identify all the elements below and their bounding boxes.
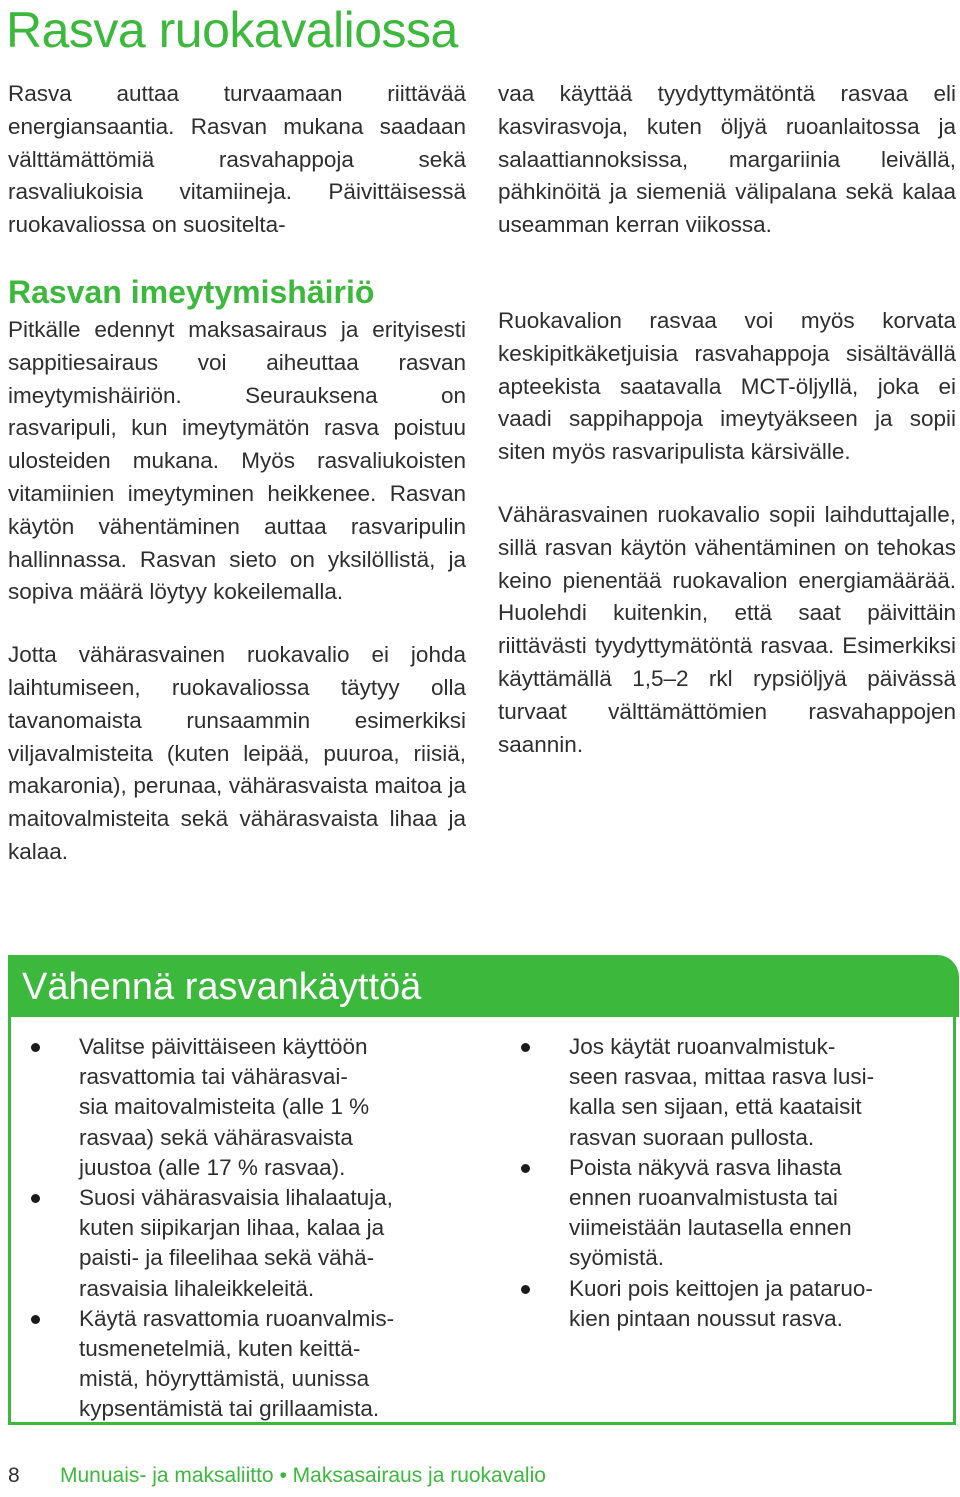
bullet-icon [521,1285,530,1294]
left-column [8,78,466,869]
list-item: Poista näkyvä rasva lihasta ennen ruoanvalmistusta tai viimeistään lautasella ennen syömistä. [519,1153,939,1274]
tips-box-header [8,955,959,1017]
tips-list-left [29,1032,459,1425]
page-footer [8,1463,546,1489]
page-number: 8 [8,1464,20,1487]
mct-oil-paragraph: Ruokavalion rasvaa voi myös korvata keskipitkäketjuisia rasvahappoja sisältävällä apteekista saatavalla MCT-öljyllä, joka ei vaadi sappihappoja imeytyäkseen ja sopii siten myös rasvaripulista kärsivälle. [498,307,956,465]
bullet-icon [31,1194,40,1203]
weight-loss-paragraph: Vähärasvainen ruokavalio sopii laihduttajalle, sillä rasvan käytön vähentäminen on tehokas keino pienentää ruokavalion energiamäärää. Huolehdi kuitenkin, että saat päivittäin riittävästi tyydyttymätöntä rasvaa. Esimerkiksi käyttämällä 1,5–2 rkl rypsiöljyä päivässä turvaat välttämättömien rasvahappojen saannin. [498,501,956,757]
page-title: Rasva ruokavaliossa [6,2,458,58]
tips-box-title: Vähennä rasvankäyttöä [22,966,422,1008]
footer-separator: • [279,1464,287,1487]
bullet-icon [521,1164,530,1173]
right-column [498,78,956,761]
absorption-paragraph: Pitkälle edennyt maksasairaus ja erityisesti sappitiesairaus voi aiheuttaa rasvan imeytymishäiriön. Seurauksena on rasvaripuli, kun imeytymätön rasva poistuu ulosteiden mukana. Myös rasvaliukoisten vitamiinien imeytyminen heikkenee. Rasvan käytön vähentäminen auttaa rasvaripulin hallinnassa. Rasvan sieto on yksilöllistä, ja sopiva määrä löytyy kokeilemalla. [8,316,466,605]
list-item: Kuori pois keittojen ja pataruo- kien pintaan noussut rasva. [519,1274,939,1334]
tips-list-right [519,1032,939,1334]
list-item: Käytä rasvattomia ruoanvalmis- tusmenetelmiä, kuten keittä- mistä, höyryttämistä, uunissa kypsentämistä tai grillaamista. [29,1304,459,1425]
tips-box [8,955,956,1425]
section-heading: Rasvan imeytymishäiriö [8,273,375,310]
list-item: Jos käytät ruoanvalmistuk- seen rasvaa, mittaa rasva lusi- kalla sen sijaan, että kaataisit rasvan suoraan pullosta. [519,1032,939,1153]
low-fat-diet-paragraph: Jotta vähärasvainen ruokavalio ei johda laihtumiseen, ruokavaliossa täytyy olla tavanomaista runsaammin esimerkiksi viljavalmisteita (kuten leipää, puuroa, riisiä, makaronia), perunaa, vähärasvaista maitoa ja maitovalmisteita sekä vähärasvaista lihaa ja kalaa. [8,642,466,864]
bullet-icon [31,1315,40,1324]
bullet-icon [521,1043,530,1052]
unsaturated-fat-paragraph: vaa käyttää tyydyttymätöntä rasvaa eli kasvirasvoja, kuten öljyä ruoanlaitossa ja salaattiannoksissa, margariinia leivällä, pähkinöitä ja siemeniä välipalana sekä kalaa useamman kerran viikossa. [498,81,956,238]
publisher-name: Munuais- ja maksaliitto [60,1464,274,1487]
publication-title: Maksasairaus ja ruokavalio [292,1464,546,1487]
intro-paragraph: Rasva auttaa turvaamaan riittävää energiansaantia. Rasvan mukana saadaan välttämättömiä rasvahappoja sekä rasvaliukoisia vitamiineja. Päivittäisessä ruokavaliossa on suositelta- [8,81,466,238]
bullet-icon [31,1043,40,1052]
list-item: Valitse päivittäiseen käyttöön rasvattomia tai vähärasvai- sia maitovalmisteita (alle 1 % rasvaa) sekä vähärasvaista juustoa (alle 17 % rasvaa). [29,1032,459,1183]
list-item: Suosi vähärasvaisia lihalaatuja, kuten siipikarjan lihaa, kalaa ja paisti- ja fileelihaa sekä vähä- rasvaisia lihaleikkeleitä. [29,1183,459,1304]
